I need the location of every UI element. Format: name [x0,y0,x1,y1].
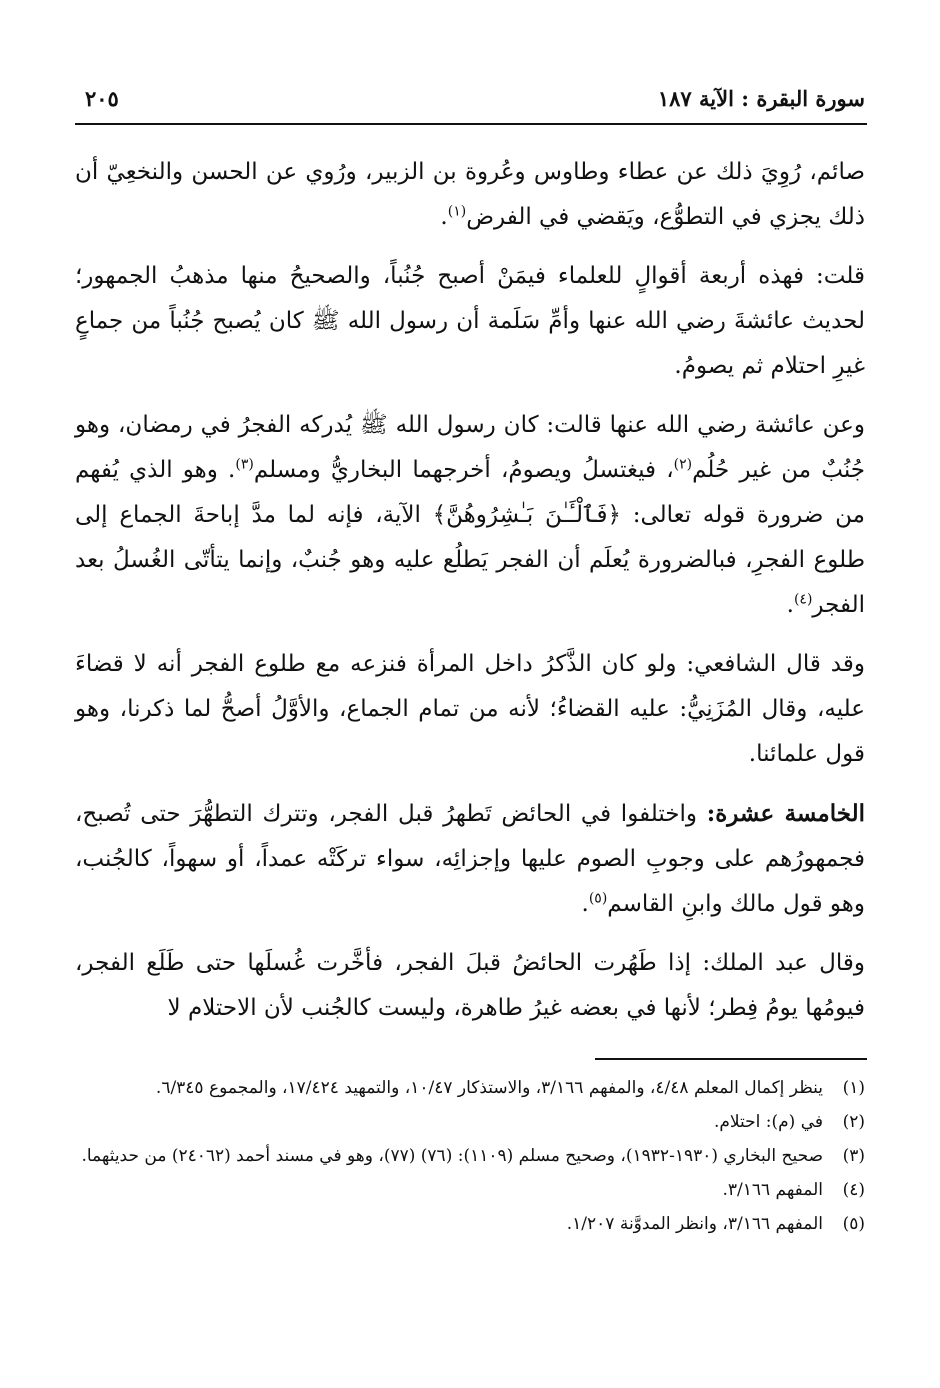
footnote-number: (٢) [842,1112,865,1132]
paragraph [75,150,865,240]
footnote [75,1142,865,1170]
paragraph-tail: . [440,204,448,230]
footnote-text: المفهم ٣/١٦٦. [722,1180,823,1200]
paragraph-text: وعن عائشة رضي الله عنها قالت: كان رسول الله ﷺ يُدركه الفجرُ في رمضان، وهو جُنُبٌ من غير حُلُم [75,412,865,483]
paragraph [75,254,865,389]
paragraph-text: صائم، رُوِيَ ذلك عن عطاء وطاوس وعُروة بن الزبير، ورُوي عن الحسن والنخعِيّ أن ذلك يجزي في التطوُّع، ويَقضي في الفرض [75,159,865,230]
footnote-text: في (م): احتلام. [713,1112,823,1132]
paragraph [75,791,865,927]
footnote-ref[interactable]: (٢) [673,456,693,473]
footnote [75,1074,865,1102]
footnotes [75,1074,865,1244]
footnote-number: (٥) [842,1214,865,1234]
footnote-number: (٤) [842,1180,865,1200]
section-heading: الخامسة عشرة: [706,800,866,827]
footnote-number: (١) [842,1078,865,1098]
footnote-text: صحيح البخاري (١٩٣٠-١٩٣٢)، وصحيح مسلم (١١٠٩): (٧٦) (٧٧)، وهو في مسند أحمد (٢٤٠٦٢) من حديثهما. [81,1146,823,1166]
paragraph-tail: . [786,592,794,618]
paragraph-text: ، فيغتسلُ ويصومُ، أخرجهما البخاريُّ ومسلم [253,457,674,483]
footnote-text: ينظر إكمال المعلم ٤/٤٨، والمفهم ٣/١٦٦، والاستذكار ١٠/٤٧، والتمهيد ١٧/٤٢٤، والمجموع ٦/٣٤٥. [155,1078,823,1098]
paragraph-text: وقد قال الشافعي: ولو كان الذَّكرُ داخل المرأة فنزعه مع طلوع الفجر أنه لا قضاءَ عليه، وقال المُزَنِيُّ: عليه القضاءُ؛ لأنه من تمام الجماع، والأوَّلُ أصحُّ لما ذكرنا، وهو قول علمائنا. [75,651,865,767]
page-number: ٢٠٥ [85,86,119,111]
footnote-number: (٣) [842,1146,865,1166]
paragraph [75,403,865,628]
paragraph-tail: . [581,891,589,917]
footnote-ref[interactable]: (٤) [793,591,813,608]
footnote-text: المفهم ٣/١٦٦، وانظر المدوَّنة ١/٢٠٧. [566,1214,823,1234]
footnote-ref[interactable]: (٥) [588,890,608,907]
main-text [75,150,865,1045]
paragraph-text: قلت: فهذه أربعة أقوالٍ للعلماء فيمَنْ أصبح جُنُباً، والصحيحُ منها مذهبُ الجمهور؛ لحديث عائشةَ رضي الله عنها وأمِّ سَلَمة أن رسول الله ﷺ كان يُصبح جُنُباً من جماعٍ غيرِ احتلام ثم يصومُ. [75,263,865,379]
paragraph-text: . وهو الذي يُفهم من ضرورة قوله تعالى: ﴿فَٱلْـَٔـٰنَ بَـٰشِرُوهُنَّ﴾ الآية، فإنه لما مدَّ إباحةَ الجماع إلى طلوع الفجرِ، فبالضرورة يُعلَم أن الفجر يَطلُع عليه وهو جُنبٌ، وإنما يتأتّى الغُسلُ بعد الفجر [75,457,865,618]
footnote-separator [595,1058,867,1060]
footnote-ref[interactable]: (١) [447,203,467,220]
header-rule [75,123,867,125]
footnote-ref[interactable]: (٣) [235,456,254,473]
running-title: سورة البقرة : الآية ١٨٧ [657,86,865,111]
paragraph-text: وقال عبد الملك: إذا طَهُرت الحائضُ قبلَ الفجر، فأخَّرت غُسلَها حتى طَلَع الفجر، فيومُها يومُ فِطر؛ لأنها في بعضه غيرُ طاهرة، وليست كالجُنب لأن الاحتلام لا [75,950,865,1021]
paragraph [75,941,865,1031]
page-header [75,78,865,118]
footnote [75,1176,865,1204]
footnote [75,1210,865,1238]
paragraph [75,642,865,777]
paragraph-text: واختلفوا في الحائض تَطهرُ قبل الفجر، وتترك التطهُّرَ حتى تُصبح، فجمهورُهم على وجوبِ الصوم عليها وإجزائِه، سواء تركَتْه عمداً، أو سهواً، كالجُنب، وهو قول مالك وابنِ القاسم [75,801,865,917]
footnote [75,1108,865,1136]
